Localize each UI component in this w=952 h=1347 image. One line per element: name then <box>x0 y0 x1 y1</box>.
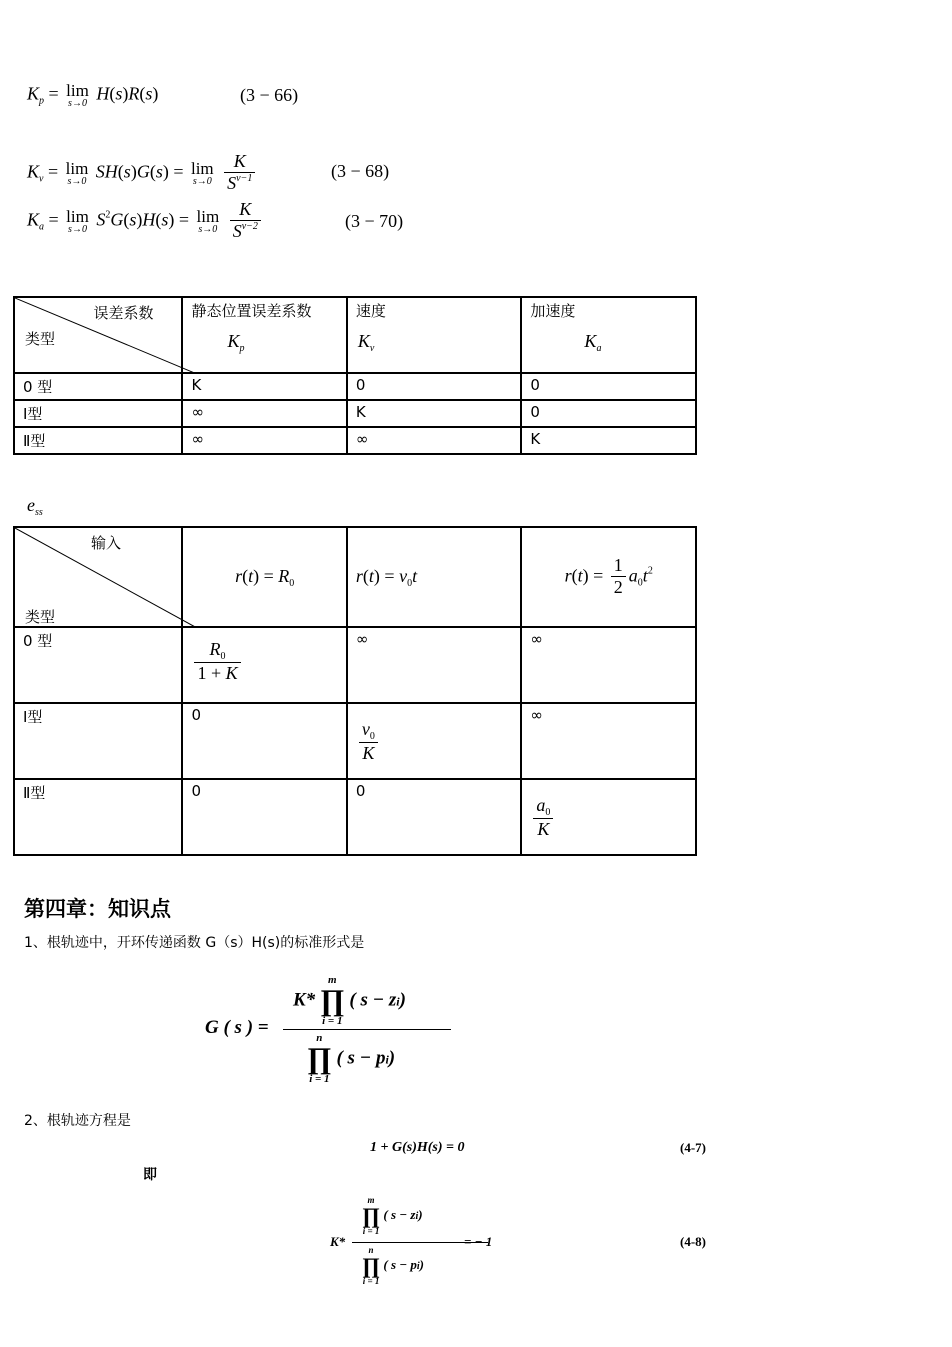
row-type: Ⅱ型 <box>14 427 182 454</box>
input-ramp-header: $r(t) = v_0t$ <box>347 527 522 627</box>
row-type: Ⅰ型 <box>14 400 182 427</box>
table-row <box>14 703 696 779</box>
row-type: Ⅱ型 <box>14 779 182 855</box>
chapter-heading: 第四章：知识点 <box>24 897 171 921</box>
table-cell: K <box>347 400 522 427</box>
column-header <box>521 297 696 373</box>
input-parabolic-header: r(t) = $\frac{1}{2}$ $a_0t^2$ <box>521 527 696 627</box>
input-step-header: $r(t) = R_0$ <box>182 527 346 627</box>
equation-number: (3 − 66) <box>240 85 299 105</box>
table-cell: K <box>182 373 346 400</box>
corner-label-top: 输入 <box>91 534 122 552</box>
table-cell: 0 <box>182 703 346 779</box>
table-cell: ∞ <box>182 400 346 427</box>
root-locus-equation: 1 + G(s)H(s) = 0 <box>370 1140 465 1155</box>
table-cell: $\frac{R_0}{1 + K}$ <box>182 627 346 703</box>
equation-rhs: = − 1 <box>464 1234 493 1249</box>
table-corner-cell <box>14 297 182 373</box>
item-1-text: 1、根轨迹中，开环传递函数 G（s）H(s)的标准形式是 <box>24 935 365 951</box>
table-cell: 0 <box>347 373 522 400</box>
kp-symbol: $K_p$ <box>227 331 245 354</box>
open-loop-transfer-function: G ( s ) = K* m ∏ i = 1 ( s − zi) n ∏ i = 1 ( s − pi) <box>205 975 465 1090</box>
table-cell: ∞ <box>347 427 522 454</box>
table-cell: ∞ <box>521 703 696 779</box>
error-coefficient-table <box>13 296 697 455</box>
table-cell: 0 <box>347 779 522 855</box>
table-cell: K <box>521 427 696 454</box>
kv-symbol: $K_v$ <box>357 331 375 354</box>
table-row <box>14 427 696 454</box>
row-type: 0 型 <box>14 373 182 400</box>
table-cell: ∞ <box>182 427 346 454</box>
table-row <box>14 400 696 427</box>
column-header-label: 加速度 <box>530 302 576 320</box>
ka-symbol: $K_a$ <box>584 331 602 354</box>
equation-number: (3 − 70) <box>345 211 404 231</box>
column-header-label: 速度 <box>355 302 386 320</box>
table-row <box>14 373 696 400</box>
table-cell: $\frac{v_0}{K}$ <box>347 703 522 779</box>
table-row <box>14 779 696 855</box>
equation-kv: $K_v$ = lim s→0 SH(s)G(s) = lim s→0 $\frac{K}{S^{v-1}}$ <box>27 152 258 194</box>
equation-number: (4-8) <box>680 1234 706 1249</box>
table-cell: ∞ <box>521 627 696 703</box>
table-cell: 0 <box>182 779 346 855</box>
steady-state-error-table <box>13 526 697 856</box>
root-locus-magnitude-equation: K* m ∏ i = 1 ( s − zi) n ∏ i = 1 ( s − pi) = − 1 <box>330 1195 493 1286</box>
column-header <box>347 297 522 373</box>
item-2-text: 2、根轨迹方程是 <box>24 1113 131 1129</box>
table-cell: 0 <box>521 400 696 427</box>
table-cell: 0 <box>521 373 696 400</box>
row-type: 0 型 <box>14 627 182 703</box>
corner-label-bottom: 类型 <box>25 330 56 348</box>
equation-kp: $K_p$ = lim s→0 H(s)R(s) <box>27 81 159 109</box>
column-header-label: 静态位置误差系数 <box>191 302 312 320</box>
row-type: Ⅰ型 <box>14 703 182 779</box>
table-corner-cell <box>14 527 182 627</box>
table-cell: $\frac{a_0}{K}$ <box>521 779 696 855</box>
equation-ka: $K_a$ = lim s→0 $S^2G(s)H(s)$ = lim s→0 $\frac{K}{S^{v-2}}$ <box>27 200 264 242</box>
ji-label: 即 <box>143 1167 157 1183</box>
table-row <box>14 627 696 703</box>
table-cell: ∞ <box>347 627 522 703</box>
corner-label-bottom: 类型 <box>25 608 56 626</box>
column-header <box>182 297 346 373</box>
equation-number: (3 − 68) <box>331 161 390 181</box>
corner-label-top: 误差系数 <box>93 304 154 322</box>
ess-label: $e_{ss}$ <box>27 495 43 518</box>
equation-number: (4-7) <box>680 1140 706 1155</box>
